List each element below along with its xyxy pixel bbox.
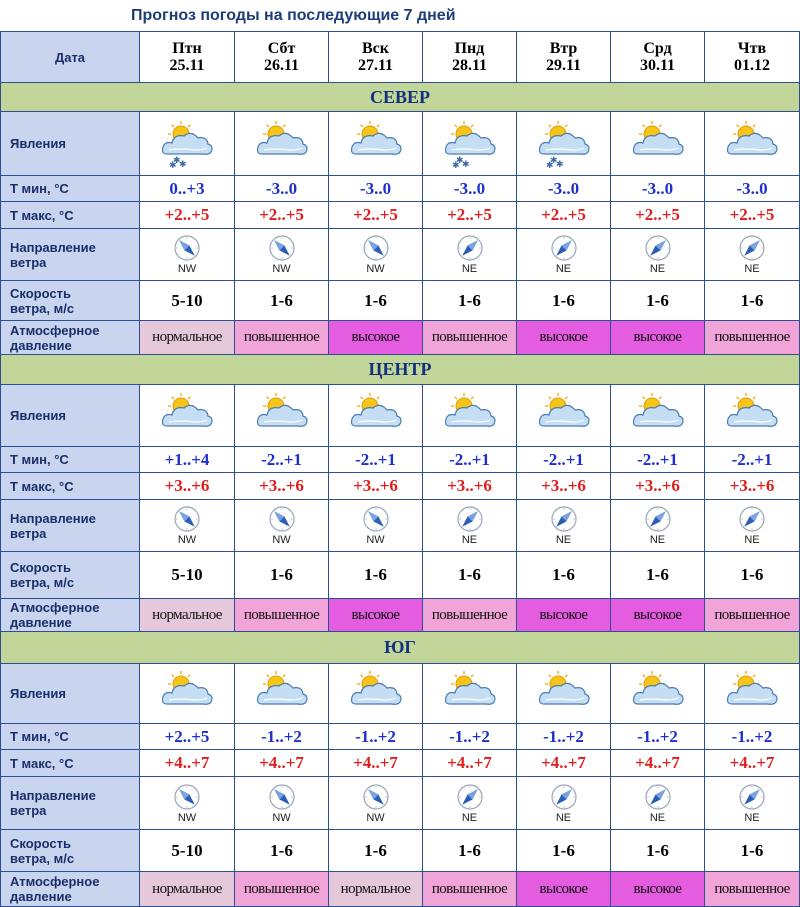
pressure-value: высокое	[611, 599, 705, 632]
wind-speed-value: 1-6	[517, 281, 611, 321]
wind-speed-value: 1-6	[329, 552, 423, 599]
wind-speed-value: 1-6	[517, 830, 611, 872]
wind-speed-label-line2: ветра, м/с	[10, 575, 75, 590]
wind-speed-value: 1-6	[611, 281, 705, 321]
wind-cell	[140, 500, 235, 552]
wind-direction-text: NW	[177, 534, 197, 546]
weather-cell	[329, 385, 423, 447]
wind-direction-text: NE	[744, 534, 760, 546]
weather-cell	[140, 664, 235, 724]
pressure-value: повышенное	[235, 872, 329, 907]
weather-cell	[329, 664, 423, 724]
cloud-sun-icon	[532, 392, 596, 440]
wind-speed-label-line1: Скорость	[10, 835, 71, 851]
wind-cell	[705, 229, 800, 281]
tmax-value: +4..+7	[329, 750, 423, 777]
cloud-sun-icon	[626, 670, 690, 718]
tmax-label: Т макс, °С	[1, 473, 140, 500]
cloud-sun-icon	[344, 392, 408, 440]
day-date: 30.11	[639, 57, 676, 74]
day-date: 29.11	[545, 57, 582, 74]
tmin-value: -3..0	[705, 176, 800, 202]
wind-direction-text: NW	[272, 534, 291, 546]
day-header	[423, 32, 517, 83]
pressure-row	[1, 321, 800, 355]
pressure-label	[1, 321, 140, 355]
compass-icon	[644, 783, 672, 811]
cloud-sun-icon	[250, 120, 314, 168]
pressure-label-line1: Атмосферное	[10, 600, 100, 615]
weather-cell	[235, 112, 329, 176]
tmin-label: Т мин, °С	[1, 176, 140, 202]
svg-text:✱: ✱	[455, 155, 464, 166]
pressure-value: высокое	[611, 872, 705, 907]
tmax-value: +3..+6	[235, 473, 329, 500]
wind-cell	[423, 500, 517, 552]
wind-cell	[329, 500, 423, 552]
cloud-sun-icon	[344, 120, 408, 168]
weather-cell	[517, 385, 611, 447]
weather-cell	[140, 385, 235, 447]
pressure-label	[1, 872, 140, 907]
tmax-value: +2..+5	[705, 202, 800, 229]
tmin-row	[1, 724, 800, 750]
tmax-value: +4..+7	[140, 750, 235, 777]
tmin-value: -1..+2	[423, 724, 517, 750]
pressure-value: высокое	[329, 599, 423, 632]
tmax-value: +2..+5	[329, 202, 423, 229]
day-header	[705, 32, 800, 83]
pressure-value: нормальное	[329, 872, 423, 907]
day-header	[517, 32, 611, 83]
region-header-row	[1, 355, 800, 385]
wind-speed-value: 5-10	[140, 281, 235, 321]
wind-direction-text: NW	[272, 811, 291, 824]
weather-cell	[235, 664, 329, 724]
tmax-value: +2..+5	[235, 202, 329, 229]
pressure-value: высокое	[329, 321, 423, 355]
cloud-sun-icon	[626, 392, 690, 440]
compass-icon	[644, 234, 672, 262]
compass-icon	[456, 234, 484, 262]
region-header-row	[1, 632, 800, 664]
tmin-value: -3..0	[611, 176, 705, 202]
wind-speed-value: 1-6	[705, 281, 800, 321]
cloud-sun-icon	[720, 120, 784, 168]
wind-cell	[140, 229, 235, 281]
wind-cell	[517, 500, 611, 552]
day-header	[611, 32, 705, 83]
weather-cell	[611, 664, 705, 724]
weather-cell	[423, 385, 517, 447]
wind-speed-label-line1: Скорость	[10, 285, 71, 301]
tmin-value: -3..0	[235, 176, 329, 202]
wind-speed-row	[1, 281, 800, 321]
pressure-value: повышенное	[423, 321, 517, 355]
compass-icon	[550, 234, 578, 262]
compass-icon	[173, 234, 201, 262]
pressure-value: повышенное	[423, 599, 517, 632]
tmax-value: +4..+7	[611, 750, 705, 777]
wind-cell	[611, 777, 705, 830]
wind-speed-value: 1-6	[235, 281, 329, 321]
tmin-value: -2..+1	[235, 447, 329, 473]
tmin-value: -2..+1	[611, 447, 705, 473]
wind-direction-text: NE	[555, 811, 572, 824]
wind-speed-value: 5-10	[140, 552, 235, 599]
weather-cell	[329, 112, 423, 176]
wind-direction-text: NE	[555, 534, 572, 546]
cloud-sun-icon	[250, 392, 314, 440]
wind-direction-text: NW	[366, 534, 385, 546]
tmin-value: -1..+2	[611, 724, 705, 750]
wind-speed-value: 1-6	[611, 830, 705, 872]
wind-cell	[423, 229, 517, 281]
tmax-value: +2..+5	[140, 202, 235, 229]
weather-cell	[705, 664, 800, 724]
wind-speed-value: 1-6	[235, 830, 329, 872]
wind-direction-text: NE	[649, 811, 666, 824]
svg-text:✱: ✱	[169, 160, 177, 168]
wind-direction-row	[1, 500, 800, 552]
tmax-value: +2..+5	[611, 202, 705, 229]
day-date: 27.11	[357, 57, 394, 74]
pressure-label-line1: Атмосферное	[10, 322, 100, 338]
compass-icon	[550, 783, 578, 811]
pressure-value: высокое	[517, 321, 611, 355]
compass-icon	[738, 505, 766, 533]
wind-cell	[517, 229, 611, 281]
tmax-value: +4..+7	[705, 750, 800, 777]
compass-icon	[644, 505, 672, 533]
tmin-value: -1..+2	[235, 724, 329, 750]
tmin-value: -2..+1	[705, 447, 800, 473]
region-title: ЦЕНТР	[1, 355, 800, 385]
pressure-value: высокое	[517, 872, 611, 907]
weather-cell	[235, 385, 329, 447]
day-name: Втр	[549, 40, 578, 57]
tmax-value: +3..+6	[611, 473, 705, 500]
pressure-row	[1, 599, 800, 632]
tmin-value: -2..+1	[329, 447, 423, 473]
day-date: 28.11	[451, 57, 488, 74]
tmax-value: +4..+7	[423, 750, 517, 777]
day-date: 25.11	[169, 57, 205, 74]
tmax-row	[1, 202, 800, 229]
wind-direction-label-line2: ветра	[10, 525, 47, 541]
cloud-sun-icon	[155, 392, 219, 440]
wind-direction-label-line1: Направление	[10, 788, 96, 803]
tmax-row	[1, 750, 800, 777]
region-title: СЕВЕР	[1, 83, 800, 112]
wind-cell	[705, 777, 800, 830]
compass-icon	[550, 505, 578, 533]
weather-cell	[140, 112, 235, 176]
compass-icon	[173, 783, 201, 811]
wind-cell	[611, 500, 705, 552]
wind-speed-label	[1, 281, 140, 321]
wind-direction-text: NW	[177, 263, 197, 275]
tmax-label: Т макс, °С	[1, 750, 140, 777]
phenomena-row	[1, 112, 800, 176]
pressure-value: высокое	[611, 321, 705, 355]
day-date: 01.12	[734, 57, 770, 74]
svg-text:✱: ✱	[179, 159, 187, 168]
weather-cell	[517, 112, 611, 176]
wind-direction-text: NW	[366, 811, 385, 824]
tmin-value: -2..+1	[517, 447, 611, 473]
day-date: 26.11	[263, 57, 300, 74]
pressure-value: высокое	[517, 599, 611, 632]
day-name: Чтв	[737, 40, 767, 57]
svg-text:✱: ✱	[461, 159, 470, 168]
weather-cell	[705, 112, 800, 176]
wind-direction-text: NE	[649, 263, 666, 275]
wind-direction-label-line2: ветра	[10, 254, 47, 270]
wind-speed-label-line2: ветра, м/с	[10, 850, 75, 866]
pressure-label-line2: давление	[10, 615, 72, 630]
region-header-row	[1, 83, 800, 112]
cloud-sun-icon	[626, 120, 690, 168]
weather-cell	[517, 664, 611, 724]
wind-speed-value: 5-10	[140, 830, 235, 872]
wind-speed-value: 1-6	[235, 552, 329, 599]
tmin-value: -1..+2	[329, 724, 423, 750]
wind-cell	[329, 777, 423, 830]
wind-speed-value: 1-6	[517, 552, 611, 599]
tmax-value: +3..+6	[329, 473, 423, 500]
compass-icon	[738, 783, 766, 811]
tmin-label: Т мин, °С	[1, 724, 140, 750]
wind-direction-text: NE	[461, 811, 478, 824]
pressure-value: повышенное	[235, 599, 329, 632]
tmax-value: +2..+5	[517, 202, 611, 229]
wind-speed-label-line1: Скорость	[10, 560, 71, 575]
svg-text:✱: ✱	[555, 159, 564, 168]
wind-direction-text: NE	[555, 263, 572, 275]
wind-speed-value: 1-6	[423, 830, 517, 872]
tmin-value: -2..+1	[423, 447, 517, 473]
wind-cell	[235, 500, 329, 552]
wind-cell	[423, 777, 517, 830]
wind-direction-text: NW	[366, 263, 385, 275]
compass-icon	[362, 783, 390, 811]
wind-speed-value: 1-6	[705, 552, 800, 599]
tmax-value: +3..+6	[517, 473, 611, 500]
cloud-sun-icon	[720, 670, 784, 718]
day-name: Пнд	[454, 40, 485, 57]
tmin-row	[1, 447, 800, 473]
wind-cell	[517, 777, 611, 830]
tmin-value: -3..0	[329, 176, 423, 202]
compass-icon	[362, 234, 390, 262]
wind-speed-value: 1-6	[329, 830, 423, 872]
svg-text:✱: ✱	[451, 160, 460, 168]
wind-cell	[705, 500, 800, 552]
tmax-value: +4..+7	[235, 750, 329, 777]
compass-icon	[362, 505, 390, 533]
wind-direction-text: NE	[744, 263, 760, 275]
wind-direction-label	[1, 500, 140, 552]
tmin-value: 0..+3	[140, 176, 235, 202]
pressure-label-line2: давление	[10, 889, 72, 904]
day-header	[235, 32, 329, 83]
compass-icon	[456, 783, 484, 811]
tmin-label: Т мин, °С	[1, 447, 140, 473]
day-name: Сбт	[267, 40, 296, 57]
svg-text:✱: ✱	[545, 160, 554, 168]
phenomena-label: Явления	[1, 112, 140, 176]
wind-speed-value: 1-6	[705, 830, 800, 872]
cloud-sun-icon	[438, 670, 502, 718]
wind-direction-text: NW	[272, 263, 291, 275]
pressure-value: повышенное	[423, 872, 517, 907]
wind-speed-label-line2: ветра, м/с	[10, 300, 75, 316]
wind-speed-value: 1-6	[611, 552, 705, 599]
svg-text:✱: ✱	[173, 155, 181, 166]
region-title: ЮГ	[1, 632, 800, 664]
wind-speed-label	[1, 552, 140, 599]
day-name: Птн	[172, 40, 202, 57]
tmax-row	[1, 473, 800, 500]
tmin-value: +1..+4	[140, 447, 235, 473]
pressure-label-line1: Атмосферное	[10, 874, 100, 889]
date-header: Дата	[1, 32, 140, 83]
wind-cell	[235, 229, 329, 281]
pressure-label	[1, 599, 140, 632]
page-title: Прогноз погоды на последующие 7 дней	[131, 7, 456, 24]
pressure-label-line2: давление	[10, 337, 72, 353]
tmin-value: -3..0	[423, 176, 517, 202]
weather-cell	[705, 385, 800, 447]
day-header	[329, 32, 423, 83]
weather-cell	[611, 385, 705, 447]
cloud-sun-icon	[720, 392, 784, 440]
tmax-value: +3..+6	[705, 473, 800, 500]
cloud-snow-icon	[155, 120, 219, 168]
wind-direction-label-line1: Направление	[10, 510, 96, 526]
wind-speed-row	[1, 830, 800, 872]
wind-direction-row	[1, 229, 800, 281]
tmax-value: +3..+6	[423, 473, 517, 500]
wind-speed-label	[1, 830, 140, 872]
compass-icon	[456, 505, 484, 533]
pressure-row	[1, 872, 800, 907]
wind-direction-label-line1: Направление	[10, 239, 96, 255]
compass-icon	[268, 505, 296, 533]
pressure-value: повышенное	[705, 321, 800, 355]
pressure-value: нормальное	[140, 599, 235, 632]
pressure-value: повышенное	[705, 872, 800, 907]
cloud-snow-icon	[532, 120, 596, 168]
tmin-value: -1..+2	[517, 724, 611, 750]
pressure-value: нормальное	[140, 321, 235, 355]
wind-cell	[611, 229, 705, 281]
compass-icon	[268, 783, 296, 811]
weather-cell	[423, 664, 517, 724]
day-header	[140, 32, 235, 83]
wind-speed-value: 1-6	[423, 281, 517, 321]
wind-direction-text: NE	[744, 811, 760, 824]
tmax-label: Т макс, °С	[1, 202, 140, 229]
cloud-sun-icon	[250, 670, 314, 718]
phenomena-label: Явления	[1, 385, 140, 447]
header-row	[1, 32, 800, 83]
compass-icon	[268, 234, 296, 262]
wind-direction-label	[1, 777, 140, 830]
wind-direction-label	[1, 229, 140, 281]
tmax-value: +4..+7	[517, 750, 611, 777]
tmin-value: -3..0	[517, 176, 611, 202]
tmax-value: +3..+6	[140, 473, 235, 500]
wind-speed-value: 1-6	[329, 281, 423, 321]
compass-icon	[173, 505, 201, 533]
pressure-value: повышенное	[705, 599, 800, 632]
cloud-sun-icon	[532, 670, 596, 718]
wind-cell	[329, 229, 423, 281]
tmin-value: +2..+5	[140, 724, 235, 750]
wind-direction-label-line2: ветра	[10, 803, 47, 818]
cloud-snow-icon	[438, 120, 502, 168]
pressure-value: нормальное	[140, 872, 235, 907]
wind-direction-text: NW	[177, 811, 197, 824]
weather-cell	[423, 112, 517, 176]
phenomena-row	[1, 385, 800, 447]
wind-direction-row	[1, 777, 800, 830]
forecast-table	[0, 31, 800, 907]
tmax-value: +2..+5	[423, 202, 517, 229]
tmin-value: -1..+2	[705, 724, 800, 750]
weather-cell	[611, 112, 705, 176]
cloud-sun-icon	[344, 670, 408, 718]
wind-cell	[235, 777, 329, 830]
wind-direction-text: NE	[649, 534, 666, 546]
day-name: Срд	[643, 40, 672, 57]
wind-speed-row	[1, 552, 800, 599]
compass-icon	[738, 234, 766, 262]
wind-speed-value: 1-6	[423, 552, 517, 599]
day-name: Вск	[362, 40, 389, 57]
wind-cell	[140, 777, 235, 830]
cloud-sun-icon	[438, 392, 502, 440]
pressure-value: повышенное	[235, 321, 329, 355]
svg-text:✱: ✱	[549, 155, 558, 166]
cloud-sun-icon	[155, 670, 219, 718]
wind-direction-text: NE	[461, 534, 478, 546]
tmin-row	[1, 176, 800, 202]
phenomena-label: Явления	[1, 664, 140, 724]
phenomena-row	[1, 664, 800, 724]
wind-direction-text: NE	[461, 263, 478, 275]
